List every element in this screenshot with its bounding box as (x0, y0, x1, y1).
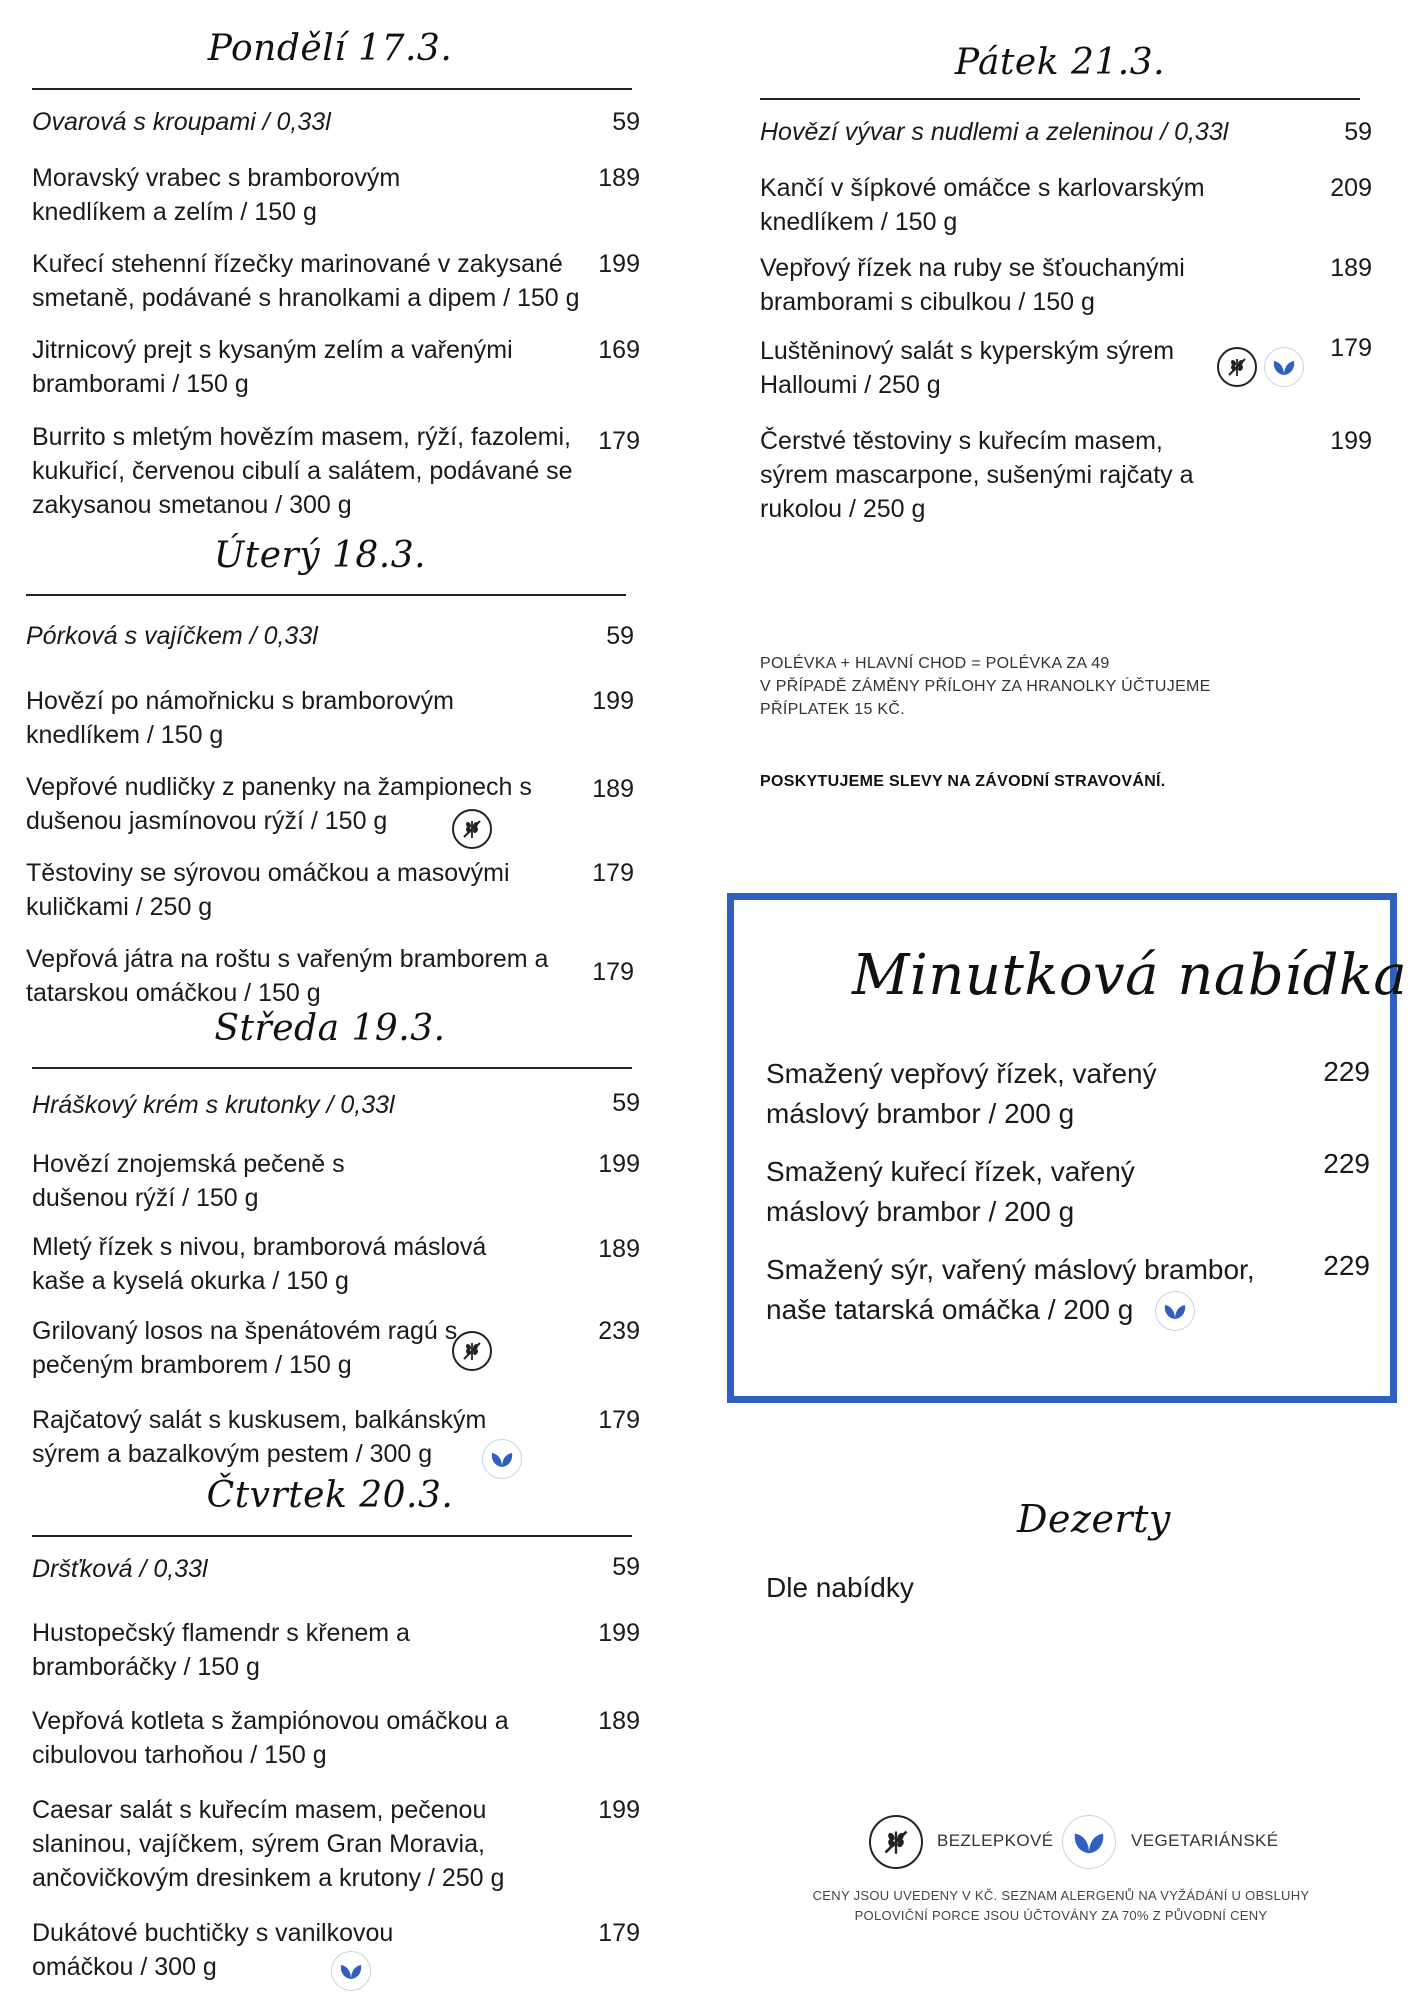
combo-note-line3: PŘÍPLATEK 15 KČ. (760, 701, 906, 718)
item-name: Smažený kuřecí řízek, vařený máslový brambor / 200 g (766, 1156, 1135, 1227)
item-name: Hovězí po námořnicku s bramborovým knedlíkem / 150 g (26, 687, 454, 749)
menu-item (32, 1403, 532, 1471)
friday-divider (760, 98, 1360, 100)
menu-item (32, 1314, 462, 1382)
item-name: Dukátové buchtičky s vanilkovou omáčkou / 300 g (32, 1919, 394, 1981)
menu-item (32, 1147, 372, 1215)
item-price: 169 (598, 336, 640, 364)
item-name: Vepřová játra na roštu s vařeným bramborem a tatarskou omáčkou / 150 g (26, 945, 549, 1007)
item-price: 59 (1344, 118, 1372, 146)
item-name: Jitrnicový prejt s kysaným zelím a vařenými bramborami / 150 g (32, 336, 513, 398)
item-price: 189 (598, 164, 640, 192)
item-price: 189 (598, 1707, 640, 1735)
menu-item (26, 856, 546, 924)
menu-item (760, 251, 1260, 319)
item-price: 199 (598, 1796, 640, 1824)
item-price: 179 (598, 1919, 640, 1947)
item-name: Hustopečský flamendr s křenem a bramboráčky / 150 g (32, 1619, 410, 1681)
gluten-free-icon (452, 1331, 492, 1371)
menu-item (760, 424, 1200, 526)
menu-item (32, 105, 572, 139)
item-price: 229 (1323, 1250, 1370, 1281)
menu-item (26, 684, 486, 752)
item-price: 179 (1330, 334, 1372, 362)
leaf-icon (1264, 347, 1304, 387)
item-name: Dršťková / 0,33l (32, 1555, 208, 1583)
item-price: 199 (1330, 427, 1372, 455)
discount-note: POSKYTUJEME SLEVY NA ZÁVODNÍ STRAVOVÁNÍ. (760, 773, 1166, 790)
menu-item (32, 1552, 572, 1586)
menu-item (26, 942, 566, 1010)
menu-item (760, 171, 1260, 239)
item-price: 209 (1330, 174, 1372, 202)
item-price: 59 (612, 108, 640, 136)
monday-divider (32, 88, 632, 90)
desserts-text: Dle nabídky (766, 1572, 914, 1603)
legend-vegetarian-label: VEGETARIÁNSKÉ (1131, 1831, 1279, 1850)
menu-item (766, 1152, 1206, 1232)
item-price: 189 (598, 1235, 640, 1263)
footer-line1: CENY JSOU UVEDENY V KČ. SEZNAM ALERGENŮ NA VYŽÁDÁNÍ U OBSLUHY (812, 1888, 1310, 1903)
thursday-title: Čtvrtek 20.3. (206, 1475, 454, 1516)
tuesday-divider (26, 594, 626, 596)
item-name: Luštěninový salát s kyperským sýrem Halloumi / 250 g (760, 337, 1175, 399)
item-name: Smažený sýr, vařený máslový brambor, naše tatarská omáčka / 200 g (766, 1254, 1255, 1325)
item-price: 179 (598, 1406, 640, 1434)
minutkova-title: Minutková nabídka (852, 943, 1408, 1008)
menu-item (32, 1704, 552, 1772)
combo-note-line1: POLÉVKA + HLAVNÍ CHOD = POLÉVKA ZA 49 (760, 655, 1110, 672)
friday-title: Pátek 21.3. (954, 42, 1166, 83)
item-name: Grilovaný losos na špenátovém ragú s pečeným bramborem / 150 g (32, 1317, 458, 1379)
item-price: 179 (592, 859, 634, 887)
item-name: Smažený vepřový řízek, vařený máslový brambor / 200 g (766, 1058, 1157, 1129)
item-name: Burrito s mletým hovězím masem, rýží, fazolemi, kukuřicí, červenou cibulí a salátem, podávané se zakysanou smetanou / 300 g (32, 423, 573, 519)
item-name: Čerstvé těstoviny s kuřecím masem, sýrem mascarpone, sušenými rajčaty a rukolou / 250 g (760, 427, 1194, 523)
item-price: 59 (612, 1089, 640, 1117)
menu-item (32, 1088, 572, 1122)
item-name: Hráškový krém s krutonky / 0,33l (32, 1091, 395, 1119)
wednesday-divider (32, 1067, 632, 1069)
menu-item (32, 1230, 532, 1298)
item-price: 199 (598, 1619, 640, 1647)
menu-item (760, 334, 1220, 402)
gluten-free-icon (869, 1815, 923, 1869)
tuesday-title: Úterý 18.3. (213, 535, 427, 576)
item-price: 179 (598, 427, 640, 455)
desserts-title: Dezerty (1017, 1497, 1171, 1541)
item-name: Vepřový řízek na ruby se šťouchanými bramborami s cibulkou / 150 g (760, 254, 1185, 316)
combo-note (760, 652, 1360, 721)
item-name: Moravský vrabec s bramborovým knedlíkem a zelím / 150 g (32, 164, 401, 226)
item-price: 239 (598, 1317, 640, 1345)
item-name: Ovarová s kroupami / 0,33l (32, 108, 331, 136)
legend-gluten-free-label: BEZLEPKOVÉ (937, 1831, 1054, 1850)
menu-item (32, 1916, 452, 1984)
item-name: Pórková s vajíčkem / 0,33l (26, 622, 318, 650)
item-name: Vepřová kotleta s žampiónovou omáčkou a cibulovou tarhoňou / 150 g (32, 1707, 509, 1769)
item-price: 229 (1323, 1148, 1370, 1179)
item-price: 59 (612, 1553, 640, 1581)
item-price: 229 (1323, 1056, 1370, 1087)
gluten-free-icon (452, 809, 492, 849)
item-name: Caesar salát s kuřecím masem, pečenou slaninou, vajíčkem, sýrem Gran Moravia, ančovičkovým dresinkem a krutony / 250 g (32, 1796, 505, 1892)
item-price: 199 (592, 687, 634, 715)
menu-item (32, 1616, 452, 1684)
gluten-free-icon (1217, 347, 1257, 387)
menu-item (32, 247, 612, 315)
item-name: Kuřecí stehenní řízečky marinované v zakysané smetaně, podávané s hranolkami a dipem / 150 g (32, 250, 580, 312)
leaf-icon (1062, 1815, 1116, 1869)
menu-item (32, 161, 452, 229)
leaf-icon (482, 1439, 522, 1479)
item-name: Kančí v šípkové omáčce s karlovarským knedlíkem / 150 g (760, 174, 1205, 236)
combo-note-line2: V PŘÍPADĚ ZÁMĚNY PŘÍLOHY ZA HRANOLKY ÚČTUJEME (760, 678, 1211, 695)
leaf-icon (1155, 1291, 1195, 1331)
item-name: Hovězí vývar s nudlemi a zeleninou / 0,33l (760, 118, 1229, 146)
menu-item (760, 115, 1320, 149)
item-name: Mletý řízek s nivou, bramborová máslová kaše a kyselá okurka / 150 g (32, 1233, 487, 1295)
item-price: 59 (606, 622, 634, 650)
menu-item (26, 619, 566, 653)
menu-item (32, 333, 552, 401)
leaf-icon (331, 1951, 371, 1991)
thursday-divider (32, 1535, 632, 1537)
item-price: 199 (598, 250, 640, 278)
item-price: 199 (598, 1150, 640, 1178)
footer-note (781, 1886, 1341, 1926)
monday-title: Pondělí 17.3. (207, 28, 453, 69)
item-price: 189 (1330, 254, 1372, 282)
footer-line2: POLOVIČNÍ PORCE JSOU ÚČTOVÁNY ZA 70% Z PŮVODNÍ CENY (854, 1908, 1268, 1923)
item-name: Těstoviny se sýrovou omáčkou a masovými kuličkami / 250 g (26, 859, 510, 921)
wednesday-title: Středa 19.3. (214, 1008, 446, 1049)
menu-item (32, 1793, 552, 1895)
menu-item (766, 1054, 1206, 1134)
item-name: Vepřové nudličky z panenky na žampionech s dušenou jasmínovou rýží / 150 g (26, 773, 532, 835)
menu-item (32, 420, 592, 522)
item-price: 189 (592, 775, 634, 803)
item-name: Hovězí znojemská pečeně s dušenou rýží / 150 g (32, 1150, 345, 1212)
item-price: 179 (592, 958, 634, 986)
item-name: Rajčatový salát s kuskusem, balkánským sýrem a bazalkovým pestem / 300 g (32, 1406, 487, 1468)
